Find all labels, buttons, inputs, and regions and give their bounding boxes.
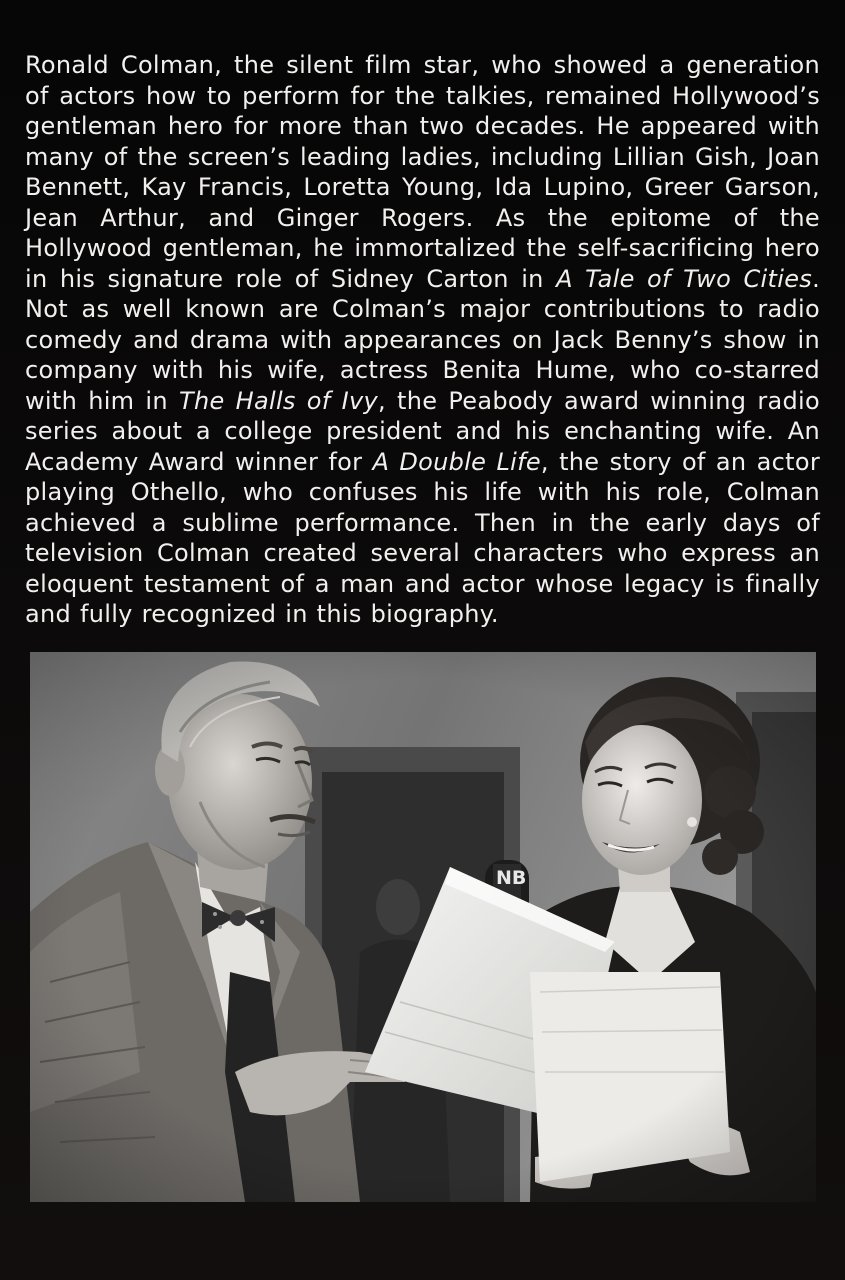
title-a-tale-of-two-cities: A Tale of Two Cities <box>556 264 813 293</box>
title-a-double-life: A Double Life <box>372 447 541 476</box>
blurb-text-1: Ronald Colman, the silent film star, who showed a generation of actors how to perform for the talkies, remained Hollywood’s gentleman hero for more than two decades. He appeared with many of the screen’s leading ladies, including Lillian Gish, Joan Bennett, Kay Francis, Loretta Young, Ida Lupino, Greer Garson, Jean Arthur, and Ginger Rogers. As the epitome of the Hollywood gentleman, he immortalized the self-sacrificing hero in his signature role of Sidney Carton in <box>25 51 820 293</box>
photo-illustration <box>30 652 816 1202</box>
blurb-text-4: , the story of an actor playing Othello, who confuses his life with his role, Colman achieved a sublime performance. Then in the early days of television Colman created several characters who express an eloquent testament of a man and actor whose legacy is finally and fully recognized in this biography. <box>25 447 820 628</box>
back-cover-blurb <box>25 50 820 630</box>
title-the-halls-of-ivy: The Halls of Ivy <box>179 386 378 415</box>
photo-vignette <box>30 652 816 1202</box>
photograph-colman-and-hume <box>30 652 816 1202</box>
blurb-text-2: . Not as well known are Colman’s major contributions to radio comedy and drama with appearances on Jack Benny’s show in company with his wife, actress Benita Hume, who co-starred with him in <box>25 264 821 415</box>
blurb-text-3: , the Peabody award winning radio series about a college president and his enchanting wife. An Academy Award winner for <box>25 386 820 476</box>
